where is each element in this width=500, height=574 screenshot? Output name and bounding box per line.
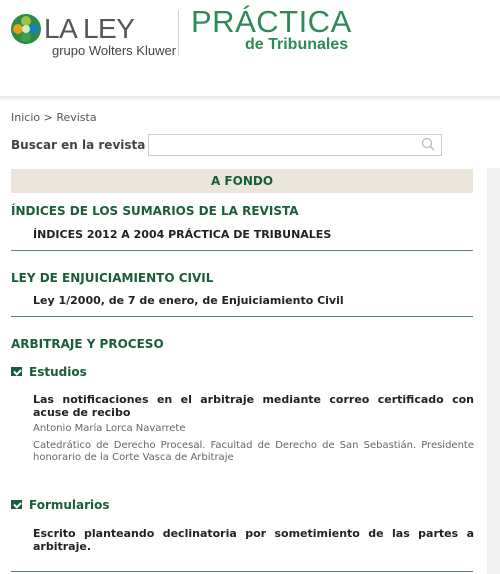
section-band [11, 169, 473, 193]
checkbox-icon [11, 367, 22, 376]
brand-subtitle: grupo Wolters Kluwer [52, 43, 177, 58]
item-link-lec[interactable]: Ley 1/2000, de 7 de enero, de Enjuiciamiento Civil [33, 294, 344, 307]
header-shadow [0, 96, 500, 102]
item-link-indices[interactable]: ÍNDICES 2012 A 2004 PRÁCTICA DE TRIBUNALES [33, 228, 332, 241]
article-affiliation: Catedrático de Derecho Procesal. Facultad de Derecho de San Sebastián. Presidente honorario de la Corte Vasca de Arbitraje [33, 440, 474, 463]
right-sidebar-strip [487, 168, 500, 574]
subsection-title: Estudios [29, 365, 87, 379]
product-subtitle: de Tribunales [245, 36, 349, 53]
article-title-notificaciones[interactable]: Las notificaciones en el arbitraje mediante correo certificado con acuse de recibo [33, 393, 474, 419]
breadcrumb-home-link[interactable]: Inicio [11, 111, 41, 124]
subsection-title: Formularios [29, 498, 110, 512]
brand-name: LA LEY [44, 13, 135, 44]
article-title-declinatoria[interactable]: Escrito planteando declinatoria por sometimiento de las partes a arbitraje. [33, 527, 474, 553]
search-input[interactable] [149, 138, 417, 156]
breadcrumb-current: Revista [56, 111, 97, 124]
section-title-indices[interactable]: ÍNDICES DE LOS SUMARIOS DE LA REVISTA [11, 204, 299, 218]
search-label: Buscar en la revista [11, 138, 146, 152]
site-header [0, 0, 500, 95]
subsection-estudios [11, 365, 87, 379]
section-title-lec[interactable]: LEY DE ENJUICIAMIENTO CIVIL [11, 271, 214, 285]
header-divider [178, 10, 179, 56]
search-field[interactable] [148, 134, 442, 156]
article-author: Antonio María Lorca Navarrete [33, 423, 186, 434]
breadcrumb-separator: > [43, 111, 53, 124]
section-title-arbitraje[interactable]: ARBITRAJE Y PROCESO [11, 337, 164, 351]
breadcrumb [11, 111, 97, 124]
subsection-formularios [11, 498, 110, 512]
section-divider [11, 316, 473, 317]
checkbox-icon [11, 500, 22, 509]
search-icon[interactable] [421, 137, 435, 151]
product-name[interactable]: PRÁCTICA [191, 4, 352, 39]
band-title: A FONDO [210, 174, 274, 188]
section-divider [11, 250, 473, 251]
globe-logo-icon [10, 13, 42, 45]
section-divider [11, 571, 473, 572]
